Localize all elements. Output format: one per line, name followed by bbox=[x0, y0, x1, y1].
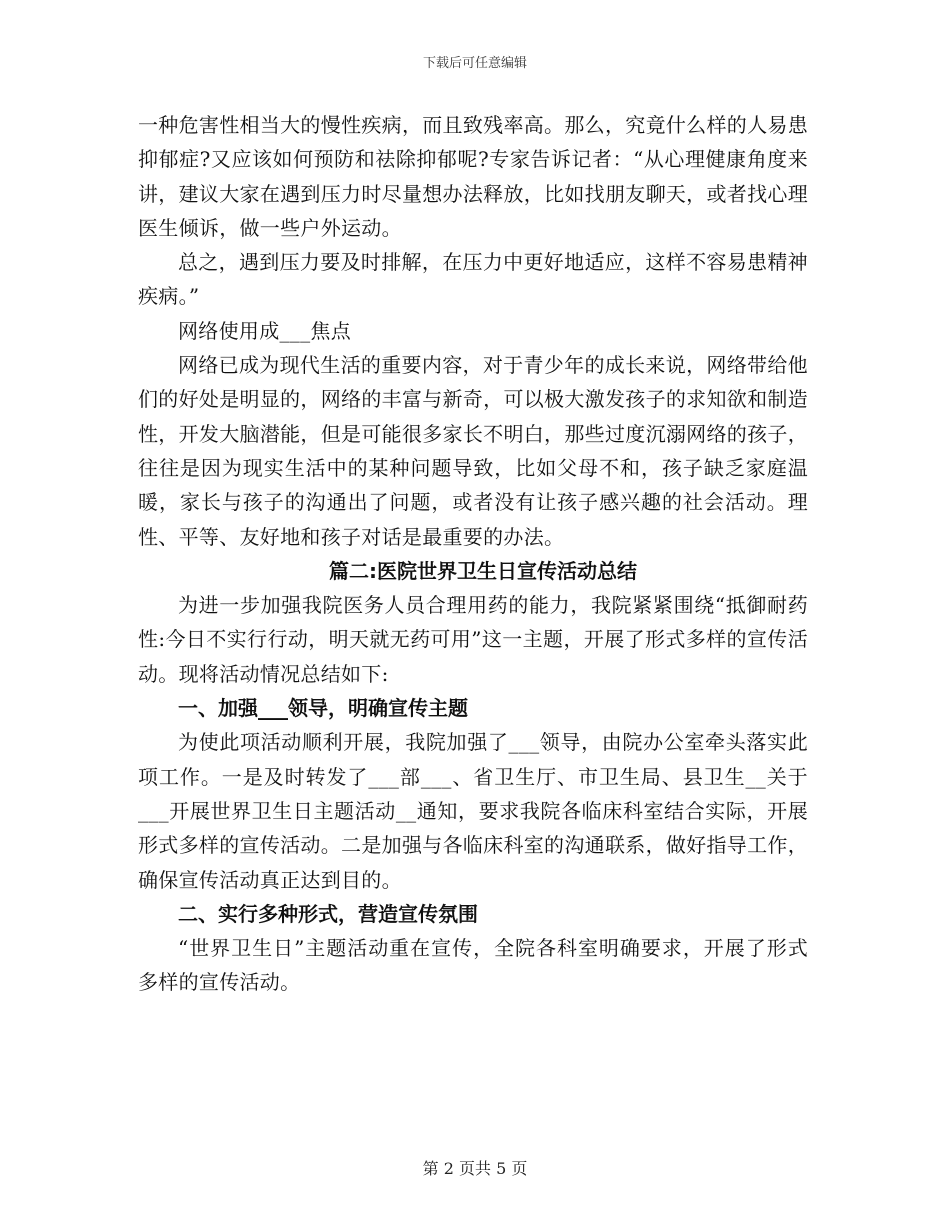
page-footer: 第 2 页共 5 页 bbox=[422, 1159, 528, 1178]
heading-forms: 二、实行多种形式，营造宣传氛围 bbox=[178, 901, 478, 926]
paragraph-subtitle: 网络使用成___焦点 bbox=[178, 318, 351, 343]
heading-leadership: 一、加强___领导，明确宣传主题 bbox=[178, 696, 468, 721]
page-header: 下载后可任意编辑 bbox=[422, 56, 527, 71]
document-body bbox=[138, 108, 808, 1000]
paragraph-summary: 总之，遇到压力要及时排解，在压力中更好地适应，这样不容易患精神疾病。” bbox=[138, 250, 808, 309]
paragraph-forms: “世界卫生日”主题活动重在宣传，全院各科室明确要求，开展了形式多样的宣传活动。 bbox=[138, 936, 808, 995]
paragraph-continued: 一种危害性相当大的慢性疾病，而且致残率高。那么，究竟什么样的人易患抑郁症?又应该如何预防和祛除抑郁呢?专家告诉记者：“从心理健康角度来讲，建议大家在遇到压力时尽量想办法释放，比如找朋友聊天，或者找心理医生倾诉，做一些户外运动。 bbox=[138, 113, 808, 240]
paragraph-intro: 为进一步加强我院医务人员合理用药的能力，我院紧紧围绕“抵御耐药性:今日不实行行动，明天就无药可用”这一主题，开展了形式多样的宣传活动。现将活动情况总结如下: bbox=[138, 593, 808, 686]
section-title: 篇二:医院世界卫生日宣传活动总结 bbox=[329, 558, 637, 583]
paragraph-leadership: 为使此项活动顺利开展，我院加强了___领导，由院办公室牵头落实此项工作。一是及时转发了___部___、省卫生厅、市卫生局、县卫生__关于___开展世界卫生日主题活动__通知，要求我院各临床科室结合实际，开展形式多样的宣传活动。二是加强与各临床科室的沟通联系，做好指导工作，确保宣传活动真正达到目的。 bbox=[138, 730, 808, 892]
paragraph-network: 网络已成为现代生活的重要内容，对于青少年的成长来说，网络带给他们的好处是明显的，网络的丰富与新奇，可以极大激发孩子的求知欲和制造性，开发大脑潜能，但是可能很多家长不明白，那些过度沉溺网络的孩子，往往是因为现实生活中的某种问题导致，比如父母不和，孩子缺乏家庭温暖，家长与孩子的沟通出了问题，或者没有让孩子感兴趣的社会活动。理性、平等、友好地和孩子对话是最重要的办法。 bbox=[138, 353, 808, 549]
